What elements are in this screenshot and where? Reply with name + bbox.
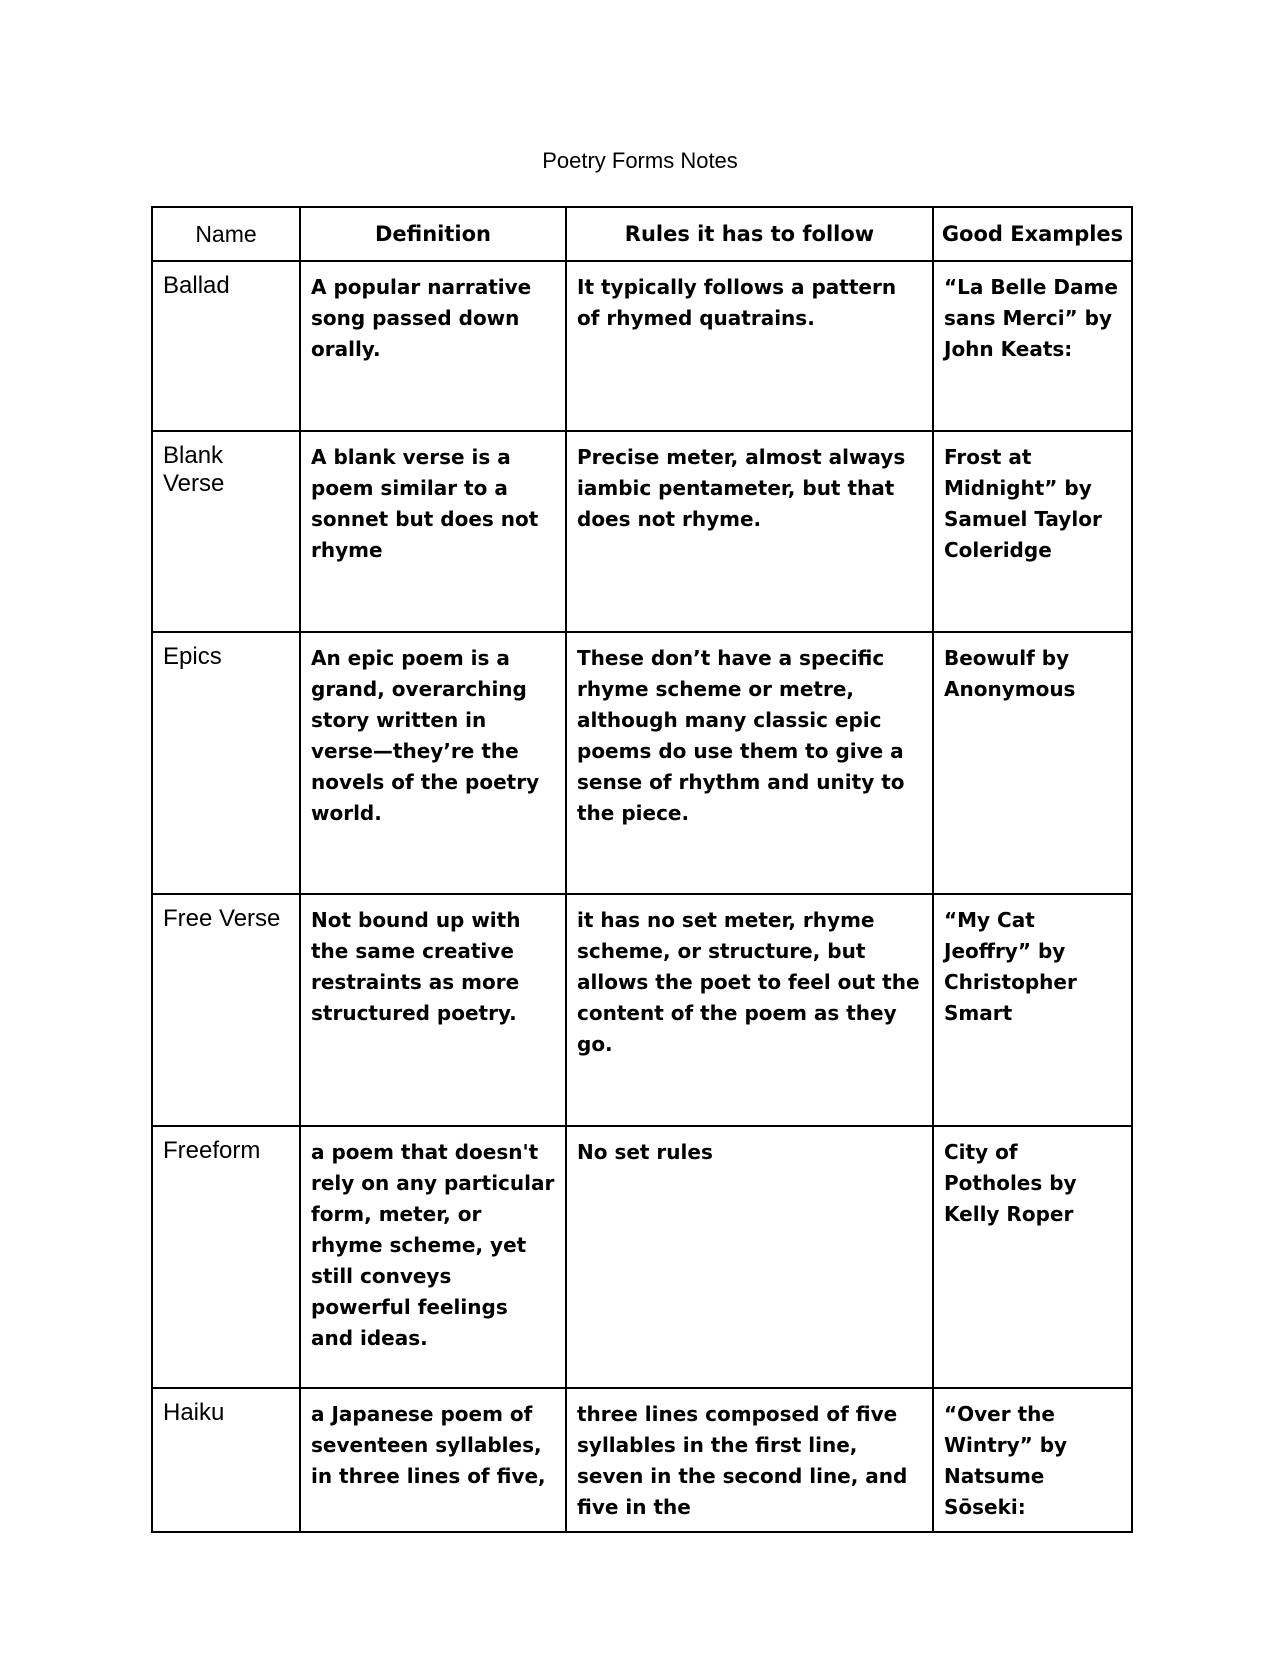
form-definition: Not bound up with the same creative restraints as more structured poetry. [300,894,566,1126]
form-example: Frost at Midnight” by Samuel Taylor Coleridge [933,431,1132,632]
form-definition: A blank verse is a poem similar to a sonnet but does not rhyme [300,431,566,632]
table-row-ballad [152,261,1132,431]
header-rules: Rules it has to follow [566,207,933,261]
table-row-haiku [152,1388,1132,1532]
form-rules: Precise meter, almost always iambic pentameter, but that does not rhyme. [566,431,933,632]
table-row-blank-verse [152,431,1132,632]
form-rules: No set rules [566,1126,933,1388]
form-definition: A popular narrative song passed down orally. [300,261,566,431]
form-name: Blank Verse [152,431,300,632]
header-examples: Good Examples [933,207,1132,261]
form-example: Beowulf by Anonymous [933,632,1132,894]
form-definition: a Japanese poem of seventeen syllables, in three lines of five, [300,1388,566,1532]
form-name: Haiku [152,1388,300,1532]
form-rules: three lines composed of five syllables in the first line, seven in the second line, and five in the [566,1388,933,1532]
form-example: “Over the Wintry” by Natsume Sōseki: [933,1388,1132,1532]
table-row-epics [152,632,1132,894]
form-name: Free Verse [152,894,300,1126]
form-definition: An epic poem is a grand, overarching story written in verse—they’re the novels of the poetry world. [300,632,566,894]
form-rules: It typically follows a pattern of rhymed quatrains. [566,261,933,431]
page-title: Poetry Forms Notes [542,148,738,173]
header-row [152,207,1132,261]
header-name: Name [152,207,300,261]
table-row-free-verse [152,894,1132,1126]
form-name: Epics [152,632,300,894]
form-name: Ballad [152,261,300,431]
form-example: City of Potholes by Kelly Roper [933,1126,1132,1388]
form-example: “My Cat Jeoffry” by Christopher Smart [933,894,1132,1126]
poetry-forms-table [151,206,1133,1533]
table-row-freeform [152,1126,1132,1388]
header-definition: Definition [300,207,566,261]
form-rules: it has no set meter, rhyme scheme, or structure, but allows the poet to feel out the content of the poem as they go. [566,894,933,1126]
form-example: “La Belle Dame sans Merci” by John Keats: [933,261,1132,431]
form-name: Freeform [152,1126,300,1388]
form-definition: a poem that doesn't rely on any particular form, meter, or rhyme scheme, yet still conveys powerful feelings and ideas. [300,1126,566,1388]
form-rules: These don’t have a specific rhyme scheme or metre, although many classic epic poems do use them to give a sense of rhythm and unity to the piece. [566,632,933,894]
